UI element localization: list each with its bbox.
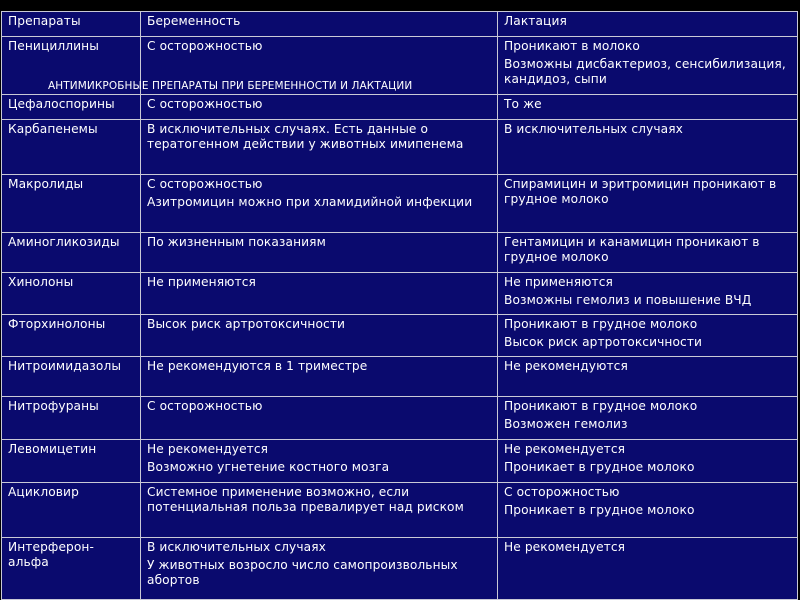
lactation-note: Гентамицин и канамицин проникают в грудное молоко	[504, 235, 760, 264]
drug-name: Левомицетин	[2, 440, 141, 483]
lactation-cell	[498, 233, 798, 273]
header-lactation: Лактация	[498, 12, 798, 37]
lactation-note: Проникает в грудное молоко	[504, 503, 695, 517]
drug-name: Пенициллины	[2, 37, 141, 95]
drug-name: Нитроимидазолы	[2, 357, 141, 397]
drug-name: Цефалоспорины	[2, 95, 141, 120]
lactation-cell	[498, 95, 798, 120]
lactation-note: Не применяются	[504, 275, 613, 289]
lactation-note: С осторожностью	[504, 485, 620, 499]
table-row	[2, 397, 798, 440]
lactation-note: Не рекомендуются	[504, 359, 628, 373]
lactation-note: Проникают в грудное молоко	[504, 317, 698, 331]
table-row	[2, 120, 798, 175]
drug-name: Интерферон-альфа	[2, 538, 141, 600]
lactation-cell	[498, 538, 798, 600]
table-row	[2, 440, 798, 483]
lactation-note: Проникают в молоко	[504, 39, 640, 53]
lactation-cell	[498, 315, 798, 357]
lactation-note: Не рекомендуется	[504, 540, 626, 554]
pregnancy-note: С осторожностью	[147, 399, 263, 413]
table-row	[2, 175, 798, 233]
pregnancy-note: Высок риск артротоксичности	[147, 317, 346, 331]
table-row	[2, 233, 798, 273]
drug-name: Макролиды	[2, 175, 141, 233]
pregnancy-note: Не рекомендуется	[147, 442, 269, 456]
lactation-note: Спирамицин и эритромицин проникают в грудное молоко	[504, 177, 777, 206]
drug-name: Карбапенемы	[2, 120, 141, 175]
lactation-cell	[498, 175, 798, 233]
lactation-note: Проникает в грудное молоко	[504, 460, 695, 474]
table-row	[2, 538, 798, 600]
lactation-note: Возможны дисбактериоз, сенсибилизация, кандидоз, сыпи	[504, 57, 786, 86]
lactation-cell	[498, 483, 798, 538]
pregnancy-cell	[141, 120, 498, 175]
pregnancy-note: Азитромицин можно при хламидийной инфекции	[147, 195, 473, 209]
pregnancy-cell	[141, 233, 498, 273]
lactation-note: То же	[504, 97, 542, 111]
drug-table	[1, 11, 798, 600]
pregnancy-note: С осторожностью	[147, 39, 263, 53]
pregnancy-cell	[141, 397, 498, 440]
lactation-note: Возможен гемолиз	[504, 417, 628, 431]
drug-name: Фторхинолоны	[2, 315, 141, 357]
table-row	[2, 483, 798, 538]
pregnancy-cell	[141, 95, 498, 120]
pregnancy-note: Системное применение возможно, если потенциальная польза превалирует над риском	[147, 485, 464, 514]
header-drug: Препараты	[2, 12, 141, 37]
drug-name: Хинолоны	[2, 273, 141, 315]
pregnancy-note: По жизненным показаниям	[147, 235, 326, 249]
pregnancy-note: У животных возросло число самопроизвольных абортов	[147, 558, 458, 587]
lactation-note: Возможны гемолиз и повышение ВЧД	[504, 293, 752, 307]
table-row	[2, 357, 798, 397]
lactation-note: В исключительных случаях	[504, 122, 683, 136]
header-pregnancy: Беременность	[141, 12, 498, 37]
table-row	[2, 95, 798, 120]
pregnancy-cell	[141, 175, 498, 233]
pregnancy-note: Не применяются	[147, 275, 256, 289]
drug-name: Аминогликозиды	[2, 233, 141, 273]
pregnancy-cell	[141, 273, 498, 315]
pregnancy-cell	[141, 315, 498, 357]
pregnancy-cell	[141, 440, 498, 483]
pregnancy-note: С осторожностью	[147, 97, 263, 111]
pregnancy-cell	[141, 538, 498, 600]
slide-title: АНТИМИКРОБНЫЕ ПРЕПАРАТЫ ПРИ БЕРЕМЕННОСТИ И ЛАКТАЦИИ	[48, 80, 413, 92]
drug-name: Нитрофураны	[2, 397, 141, 440]
pregnancy-note: В исключительных случаях. Есть данные о тератогенном действии у животных имипенема	[147, 122, 464, 151]
lactation-cell	[498, 357, 798, 397]
lactation-cell	[498, 397, 798, 440]
lactation-note: Не рекомендуется	[504, 442, 626, 456]
drug-name: Ацикловир	[2, 483, 141, 538]
pregnancy-note: С осторожностью	[147, 177, 263, 191]
pregnancy-cell	[141, 483, 498, 538]
lactation-note: Проникают в грудное молоко	[504, 399, 698, 413]
pregnancy-note: В исключительных случаях	[147, 540, 326, 554]
lactation-cell	[498, 120, 798, 175]
pregnancy-cell	[141, 357, 498, 397]
drug-table-body	[2, 12, 798, 600]
lactation-cell	[498, 440, 798, 483]
table-row	[2, 273, 798, 315]
lactation-note: Высок риск артротоксичности	[504, 335, 703, 349]
header-row	[2, 12, 798, 37]
lactation-cell	[498, 273, 798, 315]
table-row	[2, 315, 798, 357]
lactation-cell	[498, 37, 798, 95]
pregnancy-note: Возможно угнетение костного мозга	[147, 460, 390, 474]
pregnancy-note: Не рекомендуются в 1 триместре	[147, 359, 368, 373]
